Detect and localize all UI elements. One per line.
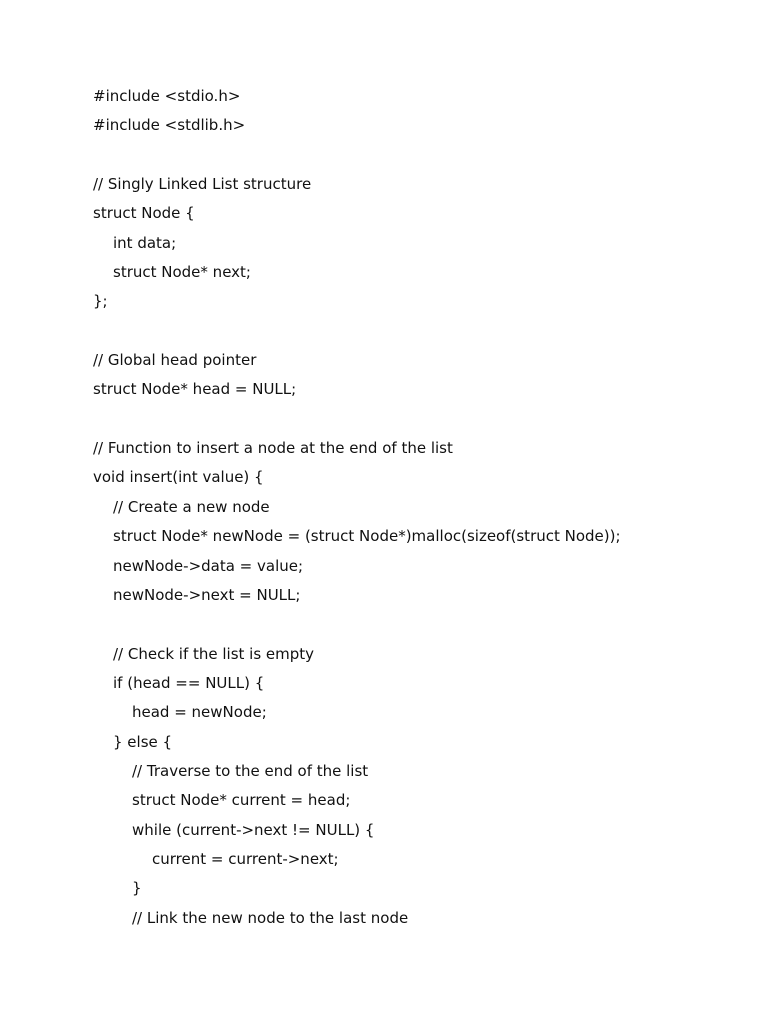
- code-line: struct Node* head = NULL;: [93, 380, 297, 399]
- code-comment: // Link the new node to the last node: [132, 908, 409, 927]
- code-line: int data;: [113, 233, 177, 252]
- code-line: struct Node {: [93, 204, 195, 223]
- blank-line: [93, 141, 753, 170]
- code-line: #include <stdlib.h>: [93, 116, 246, 135]
- code-listing: [93, 82, 753, 933]
- code-line: if (head == NULL) {: [113, 673, 265, 692]
- code-comment: // Traverse to the end of the list: [132, 761, 369, 780]
- code-line: #include <stdio.h>: [93, 87, 241, 105]
- code-line: while (current->next != NULL) {: [132, 820, 375, 839]
- code-comment: // Global head pointer: [93, 351, 257, 370]
- code-line: };: [93, 292, 108, 311]
- code-line: struct Node* next;: [113, 263, 251, 282]
- blank-line: [93, 610, 753, 639]
- code-line: head = newNode;: [132, 703, 267, 722]
- code-comment: // Create a new node: [113, 497, 270, 516]
- code-line: newNode->data = value;: [113, 556, 304, 575]
- code-line: struct Node* newNode = (struct Node*)malloc(sizeof(struct Node));: [113, 527, 621, 546]
- blank-line: [93, 317, 753, 346]
- code-line: } else {: [113, 732, 173, 751]
- code-line: struct Node* current = head;: [132, 791, 351, 810]
- code-line: current = current->next;: [152, 849, 339, 868]
- blank-line: [93, 405, 753, 434]
- code-comment: // Singly Linked List structure: [93, 175, 312, 194]
- code-comment: // Function to insert a node at the end of the list: [93, 439, 453, 458]
- code-comment: // Check if the list is empty: [113, 644, 315, 663]
- code-line: void insert(int value) {: [93, 468, 264, 487]
- code-line: }: [132, 879, 142, 898]
- code-line: newNode->next = NULL;: [113, 585, 301, 604]
